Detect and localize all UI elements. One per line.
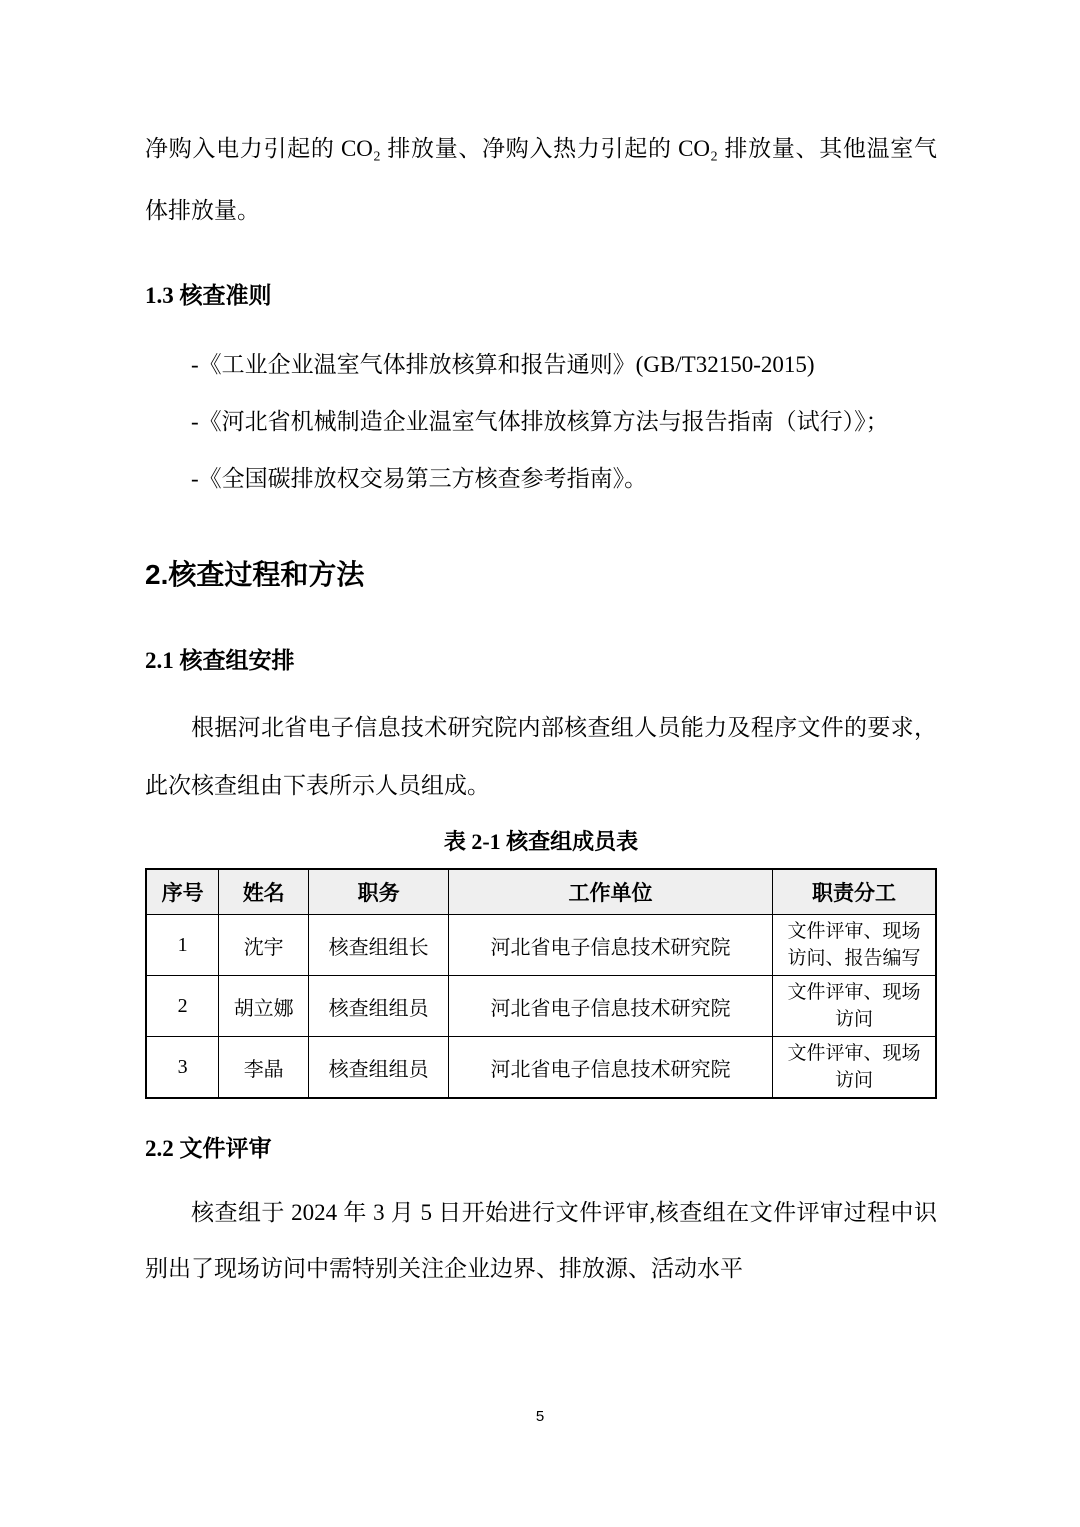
cell-position: 核查组组员 <box>309 1037 449 1099</box>
header-name: 姓名 <box>219 869 309 915</box>
criteria-item-hebei-guide: -《河北省机械制造企业温室气体排放核算方法与报告指南（试行）》； <box>191 409 889 434</box>
paragraph-2-2: 核查组于 2024 年 3 月 5 日开始进行文件评审,核查组在文件评审过程中识别出了现场访问中需特别关注企业边界、排放源、活动水平 <box>145 1200 937 1281</box>
table-row <box>146 1037 936 1099</box>
cell-serial-no: 1 <box>146 915 219 976</box>
table-2-1-title: 表 2-1 核查组成员表 <box>443 829 639 854</box>
heading-2-2-document-review: 2.2 文件评审 <box>145 1136 272 1161</box>
heading-1-3-verification-criteria: 1.3 核查准则 <box>145 283 272 308</box>
cell-name: 胡立娜 <box>219 976 309 1037</box>
cell-duties: 文件评审、现场访问 <box>772 976 936 1037</box>
paragraph-intro: 净购入电力引起的 CO₂ 排放量、净购入热力引起的 CO₂ 排放量、其他温室气体排放量。 <box>145 136 937 223</box>
criteria-item-third-party-guide: -《全国碳排放权交易第三方核查参考指南》。 <box>191 466 648 491</box>
cell-duties: 文件评审、现场访问、报告编写 <box>772 915 936 976</box>
cell-name: 沈宇 <box>219 915 309 976</box>
cell-work-unit: 河北省电子信息技术研究院 <box>449 915 773 976</box>
cell-serial-no: 3 <box>146 1037 219 1099</box>
table-header-row <box>146 869 936 915</box>
header-duties: 职责分工 <box>772 869 936 915</box>
criteria-item-gbt32150: -《工业企业温室气体排放核算和报告通则》(GB/T32150-2015) <box>191 352 815 377</box>
table-row <box>146 915 936 976</box>
page-number: 5 <box>535 1408 545 1425</box>
cell-serial-no: 2 <box>146 976 219 1037</box>
paragraph-2-1: 根据河北省电子信息技术研究院内部核查组人员能力及程序文件的要求，此次核查组由下表所示人员组成。 <box>145 715 937 798</box>
cell-name: 李晶 <box>219 1037 309 1099</box>
header-work-unit: 工作单位 <box>449 869 773 915</box>
team-members-table <box>145 868 937 1099</box>
page-content <box>145 0 937 1297</box>
cell-work-unit: 河北省电子信息技术研究院 <box>449 976 773 1037</box>
cell-position: 核查组组员 <box>309 976 449 1037</box>
cell-position: 核查组组长 <box>309 915 449 976</box>
header-position: 职务 <box>309 869 449 915</box>
header-serial-no: 序号 <box>146 869 219 915</box>
cell-duties: 文件评审、现场访问 <box>772 1037 936 1099</box>
table-row <box>146 976 936 1037</box>
heading-2-1-team-arrangement: 2.1 核查组安排 <box>145 648 295 673</box>
criteria-list <box>145 336 937 507</box>
cell-work-unit: 河北省电子信息技术研究院 <box>449 1037 773 1099</box>
heading-2-process-and-method: 2.核查过程和方法 <box>145 559 365 590</box>
